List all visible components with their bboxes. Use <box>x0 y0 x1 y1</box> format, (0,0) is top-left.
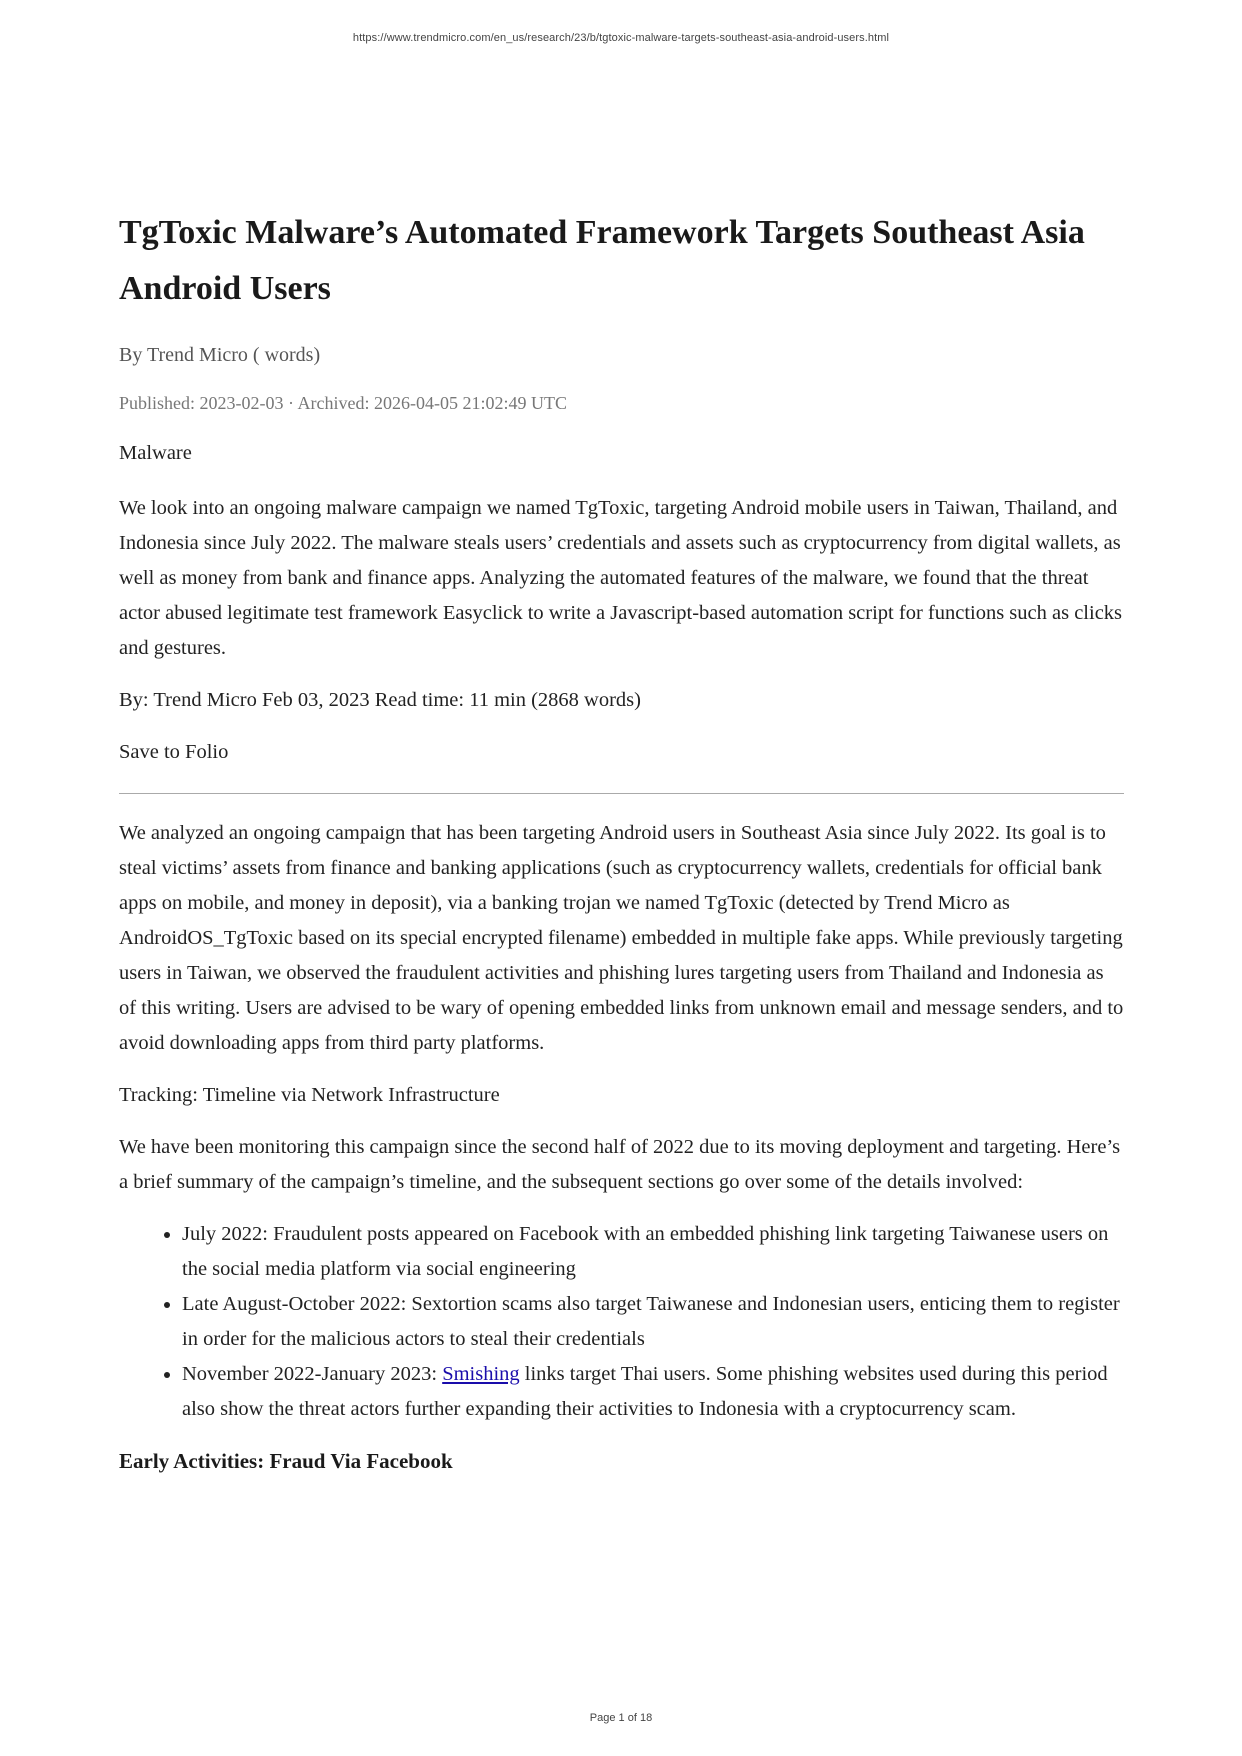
timeline-item: • July 2022: Fraudulent posts appeared on Facebook with an embedded phishing link targeting Taiwanese users on the social media platform via social engineering <box>182 1217 1124 1287</box>
article-meta-line: By: Trend Micro Feb 03, 2023 Read time: 11 min (2868 words) <box>119 689 641 711</box>
timeline-item-prefix: November 2022-January 2023: <box>182 1363 443 1385</box>
section-heading-tracking: Tracking: Timeline via Network Infrastructure <box>119 1084 500 1106</box>
article-summary: We look into an ongoing malware campaign we named TgToxic, targeting Android mobile users in Taiwan, Thailand, and Indonesia since July 2022. The malware steals users’ credentials and assets such as cryptocurrency from digital wallets, as well as money from bank and finance apps. Analyzing the automated features of the malware, we found that the threat actor abused legitimate test framework Easyclick to write a Javascript-based automation script for functions such as clicks and gestures. <box>119 497 1123 659</box>
article-title: TgToxic Malware’s Automated Framework Targets Southeast Asia Android Users <box>119 214 1085 307</box>
article-content <box>119 205 1124 1479</box>
save-to-folio[interactable]: Save to Folio <box>119 741 229 763</box>
timeline-item: • Late August-October 2022: Sextortion scams also target Taiwanese and Indonesian users, enticing them to register in order for the malicious actors to steal their credentials <box>182 1287 1124 1357</box>
timeline-item-suffix: links target Thai users. Some phishing websites used during this period also show the threat actors further expanding their activities to Indonesia with a cryptocurrency scam. <box>182 1363 1108 1420</box>
article-byline: By Trend Micro ( words) <box>119 344 321 366</box>
divider <box>119 793 1124 794</box>
article-category: Malware <box>119 442 192 464</box>
timeline-list <box>119 1217 1124 1427</box>
smishing-link[interactable]: Smishing <box>442 1363 520 1385</box>
tracking-paragraph: We have been monitoring this campaign since the second half of 2022 due to its moving deployment and targeting. Here’s a brief summary of the campaign’s timeline, and the subsequent sections go over some of the details involved: <box>119 1136 1121 1193</box>
section-heading-early-activities: Early Activities: Fraud Via Facebook <box>119 1449 453 1473</box>
published-date: Published: 2023-02-03 · Archived: 2026-04-05 21:02:49 UTC <box>119 393 567 413</box>
timeline-item <box>182 1357 1124 1427</box>
intro-paragraph: We analyzed an ongoing campaign that has been targeting Android users in Southeast Asia since July 2022. Its goal is to steal victims’ assets from finance and banking applications (such as cryptocurrency wallets, credentials for official bank apps on mobile, and money in deposit), via a banking trojan we named TgToxic (detected by Trend Micro as AndroidOS_TgToxic based on its special encrypted filename) embedded in multiple fake apps. While previously targeting users in Taiwan, we observed the fraudulent activities and phishing lures targeting users from Thailand and Indonesia as of this writing. Users are advised to be wary of opening embedded links from unknown email and message senders, and to avoid downloading apps from third party platforms. <box>119 822 1124 1054</box>
page-number: Page 1 of 18 <box>589 1712 653 1724</box>
page-url-header: https://www.trendmicro.com/en_us/research/23/b/tgtoxic-malware-targets-southeast-asia-android-users.html <box>352 32 890 44</box>
